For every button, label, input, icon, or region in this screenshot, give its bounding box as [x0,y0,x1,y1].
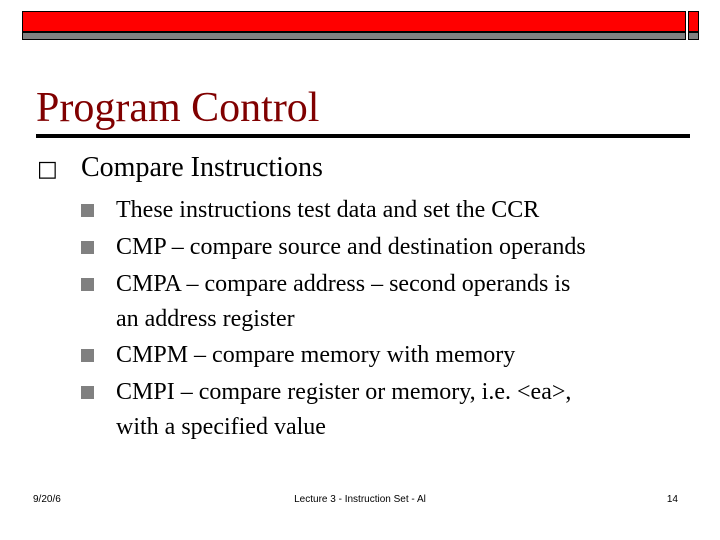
footer-date: 9/20/6 [33,494,61,505]
sub-bullet-text-continued: an address register [116,306,295,332]
sub-bullet-text: CMPA – compare address – second operands is [116,271,571,297]
filled-square-icon [81,204,94,217]
header-gray-band [22,32,686,40]
sub-bullet-text-continued: with a specified value [116,414,326,440]
filled-square-icon [81,386,94,399]
sub-bullet-text: CMP – compare source and destination operands [116,234,586,260]
header-red-band [22,11,686,32]
filled-square-icon [81,349,94,362]
title-underline [36,134,690,138]
header-corner-gray-block [688,32,699,40]
filled-square-icon [81,241,94,254]
sub-bullet-text: CMPI – compare register or memory, i.e. <ea>, [116,379,572,405]
footer-page-number: 14 [666,494,678,505]
sub-bullet-text: These instructions test data and set the CCR [116,197,540,223]
filled-square-icon [81,278,94,291]
main-bullet-text: Compare Instructions [81,152,323,183]
footer-lecture-title: Lecture 3 - Instruction Set - Al [294,494,426,505]
slide-title: Program Control [36,85,320,131]
sub-bullet-text: CMPM – compare memory with memory [116,342,516,368]
hollow-square-icon: □ [37,157,58,182]
header-corner-red-block [688,11,699,32]
